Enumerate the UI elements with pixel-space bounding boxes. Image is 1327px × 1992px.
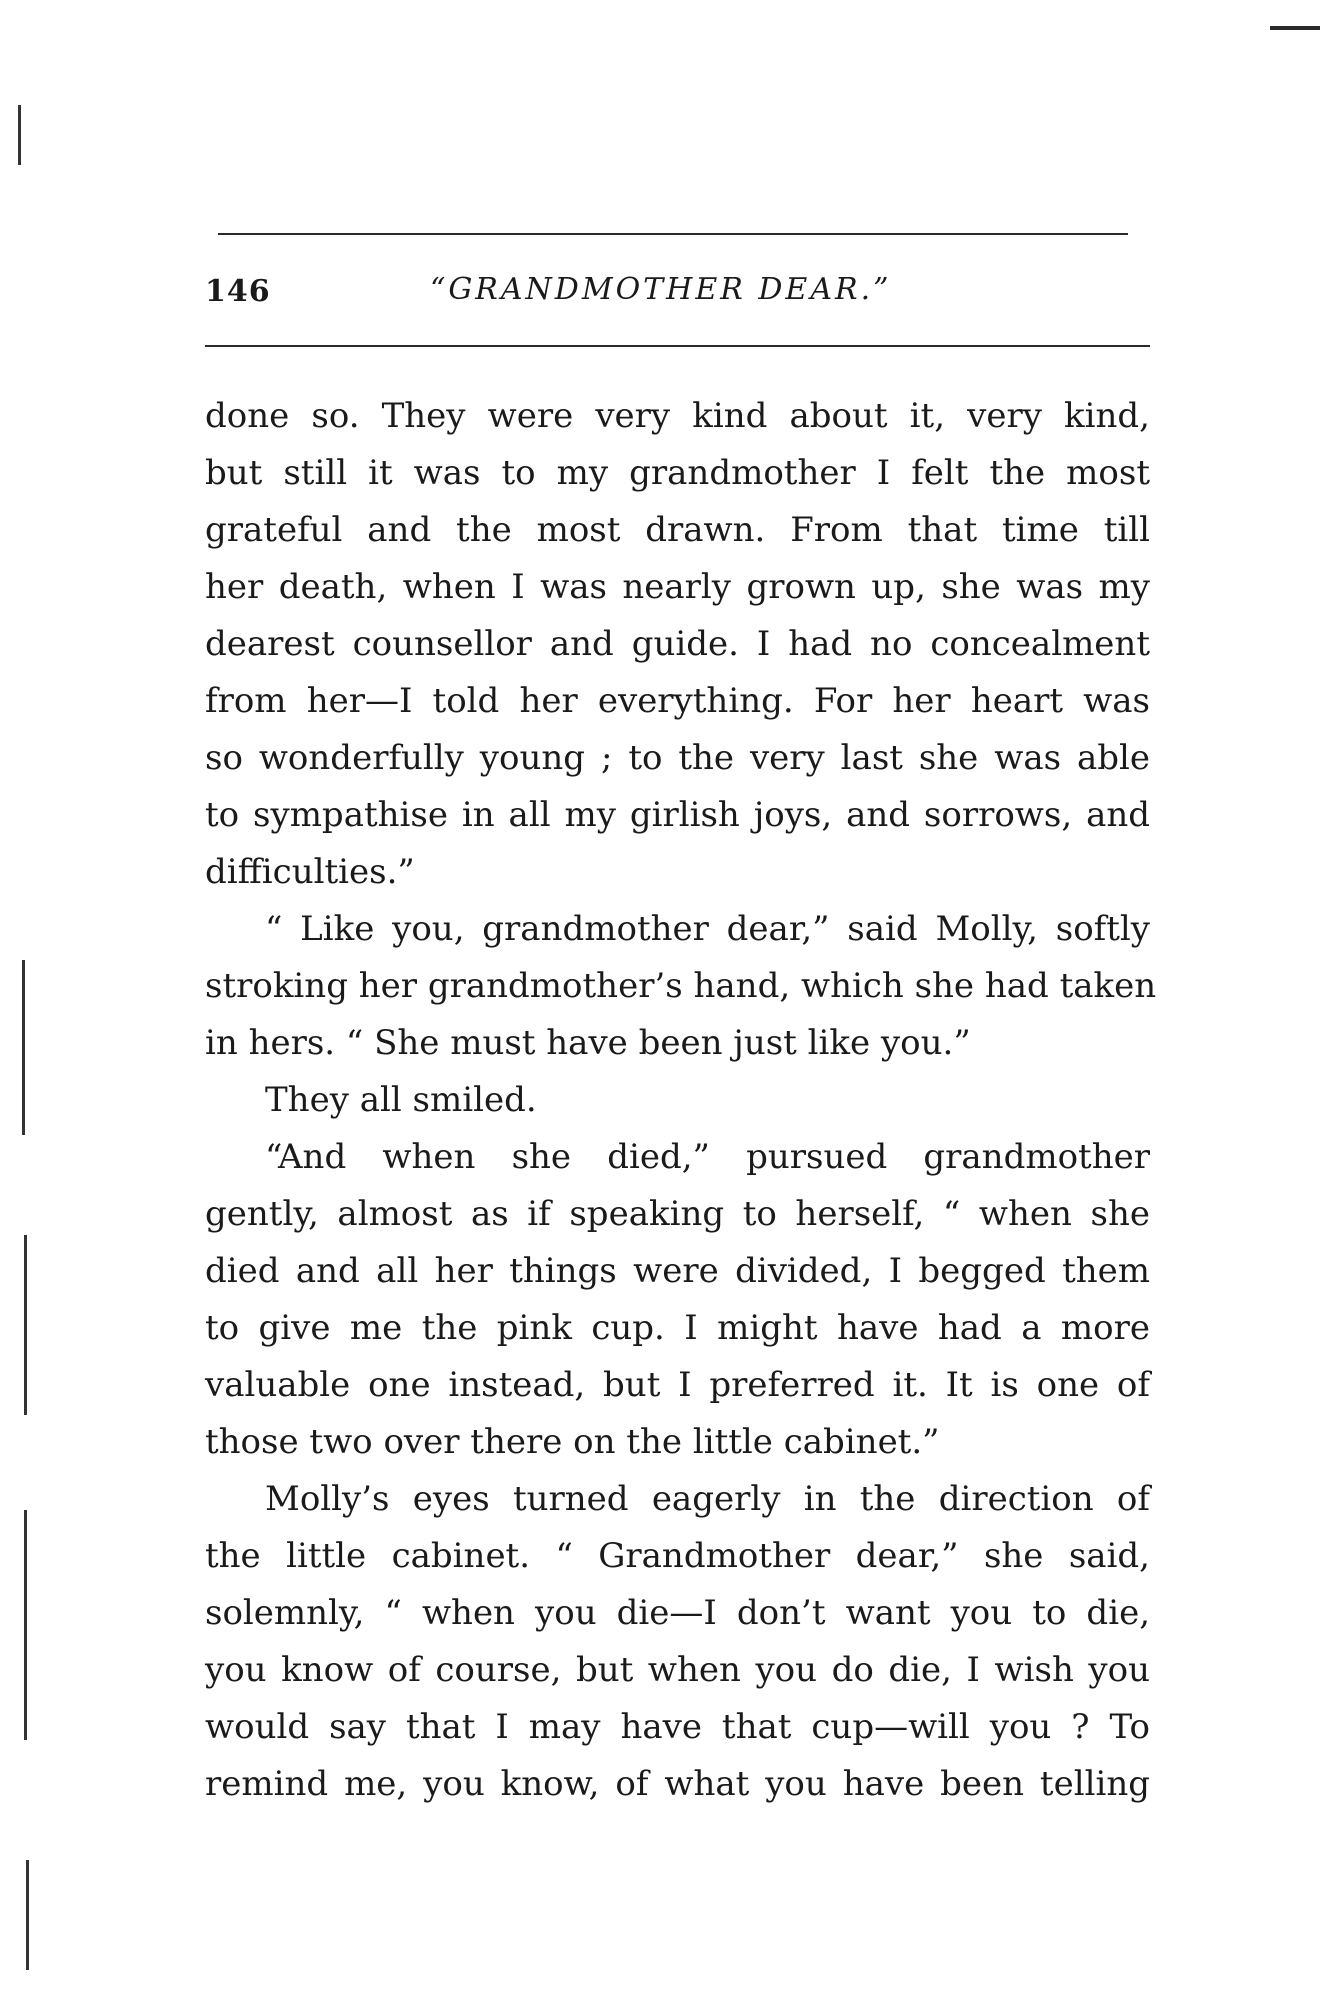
text-line: the little cabinet. “ Grandmother dear,” she said, — [205, 1536, 1150, 1576]
header-top-rule — [218, 233, 1128, 235]
text-line: her death, when I was nearly grown up, she was my — [205, 567, 1150, 607]
page-header — [205, 270, 1155, 314]
text-line: remind me, you know, of what you have been telling — [205, 1764, 1150, 1804]
body-text — [205, 388, 1157, 1813]
header-bottom-rule — [205, 345, 1150, 347]
text-line: Molly’s eyes turned eagerly in the direction of — [265, 1479, 1150, 1519]
margin-scan-mark — [26, 1860, 29, 1970]
corner-scan-mark — [1270, 26, 1320, 30]
text-line: to sympathise in all my girlish joys, and sorrows, and — [205, 795, 1150, 835]
text-line: They all smiled. — [265, 1080, 537, 1120]
text-line: you know of course, but when you do die, I wish you — [205, 1650, 1150, 1690]
running-title: “GRANDMOTHER DEAR.” — [430, 272, 892, 307]
text-line: grateful and the most drawn. From that time till — [205, 510, 1150, 550]
text-line: from her—I told her everything. For her heart was — [205, 681, 1150, 721]
text-line: to give me the pink cup. I might have had a more — [205, 1308, 1150, 1348]
text-line: difficulties.” — [205, 852, 415, 892]
margin-scan-mark — [24, 1235, 27, 1415]
text-line: valuable one instead, but I preferred it. It is one of — [205, 1365, 1150, 1405]
text-line: dearest counsellor and guide. I had no concealment — [205, 624, 1150, 664]
text-line: solemnly, “ when you die—I don’t want you to die, — [205, 1593, 1150, 1633]
text-line: those two over there on the little cabinet.” — [205, 1422, 940, 1462]
margin-scan-mark — [22, 960, 25, 1135]
text-line: stroking her grandmother’s hand, which she had taken — [205, 966, 1157, 1006]
text-line: gently, almost as if speaking to herself, “ when she — [205, 1194, 1150, 1234]
margin-scan-mark — [18, 105, 21, 165]
text-line: “ Like you, grandmother dear,” said Molly, softly — [265, 909, 1150, 949]
text-line: but still it was to my grandmother I felt the most — [205, 453, 1150, 493]
text-line: done so. They were very kind about it, very kind, — [205, 396, 1150, 436]
text-line: died and all her things were divided, I begged them — [205, 1251, 1150, 1291]
margin-scan-mark — [24, 1510, 27, 1740]
text-line: so wonderfully young ; to the very last she was able — [205, 738, 1150, 778]
page-number: 146 — [205, 274, 271, 309]
text-line: in hers. “ She must have been just like you.” — [205, 1023, 971, 1063]
text-line: would say that I may have that cup—will you ? To — [205, 1707, 1150, 1747]
text-line: “And when she died,” pursued grandmother — [265, 1137, 1150, 1177]
